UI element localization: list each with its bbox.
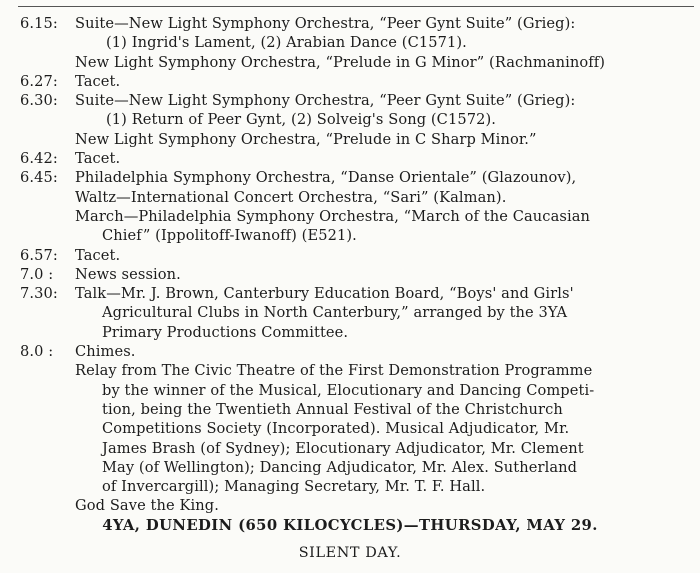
- silent-day-note: SILENT DAY.: [298, 545, 402, 561]
- program-listing: [0, 14, 700, 516]
- entry-line: Tacet.: [75, 246, 121, 264]
- entry-line: Chief” (Ippolitoff-Iwanoff) (E521).: [102, 227, 357, 245]
- entry-time: 7.30:: [20, 285, 58, 303]
- entry-line: Relay from The Civic Theatre of the First Demonstration Programme: [75, 362, 593, 380]
- entry-line: Primary Productions Committee.: [102, 323, 349, 341]
- program-entry: [0, 246, 700, 265]
- program-entry: [0, 265, 700, 284]
- entry-time: 6.45:: [20, 169, 58, 187]
- entry-line: Tacet.: [75, 150, 121, 168]
- entry-line: God Save the King.: [75, 497, 219, 515]
- entry-line: Tacet.: [75, 72, 121, 90]
- entry-time: 8.0 :: [20, 343, 54, 361]
- entry-line: Waltz—International Concert Orchestra, “Sari” (Kalman).: [75, 188, 507, 206]
- entry-line: Talk—Mr. J. Brown, Canterbury Education Board, “Boys' and Girls': [75, 285, 574, 303]
- entry-time: 6.57:: [20, 246, 58, 264]
- entry-line: James Brash (of Sydney); Elocutionary Adjudicator, Mr. Clement: [102, 439, 584, 457]
- entry-line: New Light Symphony Orchestra, “Prelude in G Minor” (Rachmaninoff): [75, 53, 606, 71]
- entry-time: 7.0 :: [20, 265, 54, 283]
- entry-time: 6.42:: [20, 150, 58, 168]
- program-entry: [0, 168, 700, 245]
- entry-line: tion, being the Twentieth Annual Festival of the Christchurch: [102, 400, 563, 418]
- program-entry: [0, 14, 700, 72]
- entry-line: New Light Symphony Orchestra, “Prelude in C Sharp Minor.”: [75, 130, 537, 148]
- program-entry: [0, 91, 700, 149]
- top-rule: [18, 6, 694, 7]
- entry-line: Competitions Society (Incorporated). Musical Adjudicator, Mr.: [102, 420, 570, 438]
- station-heading: 4YA, DUNEDIN (650 KILOCYCLES)—THURSDAY, MAY 29.: [102, 517, 598, 534]
- entry-line: May (of Wellington); Dancing Adjudicator, Mr. Alex. Sutherland: [102, 458, 578, 476]
- entry-line: Agricultural Clubs in North Canterbury,” arranged by the 3YA: [102, 304, 568, 322]
- entry-line: March—Philadelphia Symphony Orchestra, “March of the Caucasian: [75, 207, 591, 225]
- entry-line: by the winner of the Musical, Elocutionary and Dancing Competi-: [102, 381, 595, 399]
- entry-line: Philadelphia Symphony Orchestra, “Danse Orientale” (Glazounov),: [75, 169, 577, 187]
- program-entry: [0, 284, 700, 342]
- entry-line: Suite—New Light Symphony Orchestra, “Peer Gynt Suite” (Grieg):: [75, 15, 576, 32]
- program-entry: [0, 149, 700, 168]
- program-entry: [0, 342, 700, 516]
- entry-line: (1) Ingrid's Lament, (2) Arabian Dance (C1571).: [106, 34, 467, 52]
- entry-line: (1) Return of Peer Gynt, (2) Solveig's Song (C1572).: [106, 111, 497, 129]
- entry-time: 6.27:: [20, 72, 58, 90]
- entry-time: 6.15:: [20, 15, 58, 32]
- program-entry: [0, 72, 700, 91]
- entry-line: of Invercargill); Managing Secretary, Mr. T. F. Hall.: [102, 478, 486, 496]
- entry-line: Chimes.: [75, 343, 136, 361]
- entry-time: 6.30:: [20, 92, 58, 110]
- entry-line: News session.: [75, 265, 181, 283]
- entry-line: Suite—New Light Symphony Orchestra, “Peer Gynt Suite” (Grieg):: [75, 92, 576, 110]
